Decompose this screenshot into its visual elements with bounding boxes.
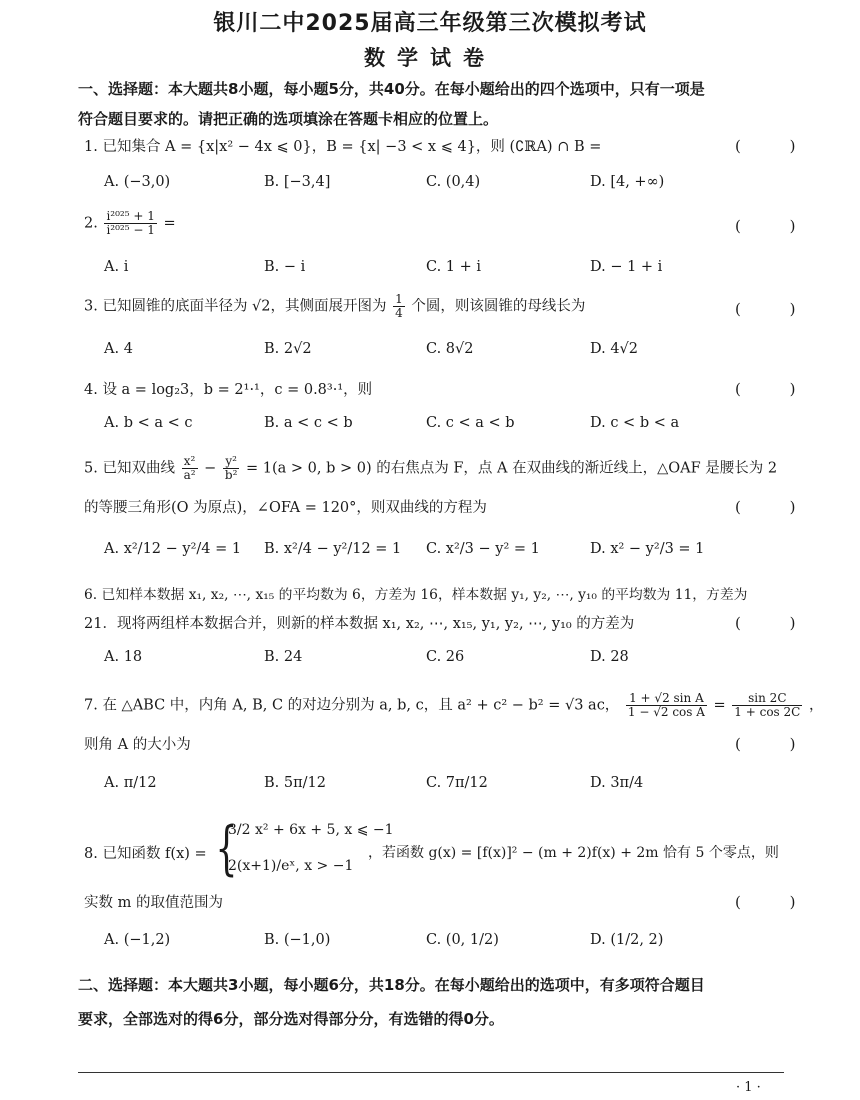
option-a: A. 18 — [104, 649, 143, 665]
question-2-options — [104, 255, 784, 279]
option-c: C. 1 + i — [426, 259, 482, 275]
option-d: D. x² − y²/3 = 1 — [590, 541, 705, 557]
q3-stem-a: 3. 已知圆锥的底面半径为 √2，其侧面展开图为 — [84, 298, 387, 315]
question-5-options — [104, 537, 784, 561]
q3-frac-num: 1 — [395, 292, 403, 306]
question-8-line2: 实数 m 的取值范围为 — [84, 895, 223, 911]
option-c: C. 26 — [426, 649, 465, 665]
option-b: B. 24 — [264, 649, 303, 665]
answer-paren-4: ( ) — [735, 380, 818, 398]
option-b: B. 2√2 — [264, 341, 312, 357]
question-6-line2: 21．现将两组样本数据合并，则新的样本数据 x₁, x₂, ⋯, x₁₅, y₁, y₂, ⋯, y₁₀ 的方差为 — [84, 616, 635, 632]
option-d: D. (1/2, 2) — [590, 932, 664, 948]
q3-frac-den: 4 — [395, 306, 403, 320]
option-c: C. c < a < b — [426, 415, 515, 431]
q2-fraction — [104, 210, 156, 237]
q8-suffix: ，若函数 g(x) = [f(x)]² − (m + 2)f(x) + 2m 恰有 5 个零点，则 — [368, 845, 779, 861]
answer-paren-2: ( ) — [735, 217, 818, 235]
q5-frac-1-num: x² — [182, 455, 198, 469]
section2-instruction — [78, 970, 784, 1034]
question-2-stem — [84, 210, 784, 237]
option-d: D. 4√2 — [590, 341, 639, 357]
question-6-line1: 6. 已知样本数据 x₁, x₂, ⋯, x₁₅ 的平均数为 6，方差为 16，样本数据 y₁, y₂, ⋯, y₁₀ 的平均数为 11，方差为 — [84, 587, 748, 603]
q5-stem-b: = 1(a > 0, b > 0) 的右焦点为 F，点 A 在双曲线的渐近线上，△OAF 是腰长为 2 — [246, 460, 778, 477]
option-a: A. i — [104, 259, 129, 275]
question-5-line2: 的等腰三角形(O 为原点)，∠OFA = 120°，则双曲线的方程为 — [84, 500, 487, 516]
q5-mid: − — [204, 460, 217, 477]
option-a: A. (−1,2) — [104, 932, 171, 948]
question-7-stem — [84, 691, 824, 719]
q5-stem-a: 5. 已知双曲线 — [84, 460, 175, 477]
option-a: A. (−3,0) — [104, 174, 171, 190]
q3-fraction — [393, 293, 405, 320]
option-b: B. x²/4 − y²/12 = 1 — [264, 541, 402, 557]
section2-line2: 要求，全部选对的得6分，部分选对得部分分，有选错的得0分。 — [78, 1010, 504, 1028]
q7-frac-1-num: 1 + √2 sin A — [626, 692, 707, 706]
q5-frac-1 — [182, 455, 198, 482]
option-b: B. − i — [264, 259, 306, 275]
q7-stem-b: ， — [808, 697, 824, 714]
q3-stem-b: 个圆，则该圆锥的母线长为 — [411, 298, 586, 315]
question-6-options — [104, 645, 784, 669]
option-b: B. (−1,0) — [264, 932, 331, 948]
question-1-stem: 1. 已知集合 A = {x|x² − 4x ⩽ 0}，B = {x| −3 < x ⩽ 4}，则 (∁ℝA) ∩ B = — [84, 139, 602, 155]
option-c: C. x²/3 − y² = 1 — [426, 541, 540, 557]
answer-paren-7: ( ) — [735, 735, 818, 753]
section1-line1: 一、选择题：本大题共8小题，每小题5分，共40分。在每小题给出的四个选项中，只有一项是 — [78, 80, 705, 98]
q7-frac-2-den: 1 + cos 2C — [734, 705, 801, 719]
question-4-stem: 4. 设 a = log₂3，b = 2¹·¹，c = 0.8³·¹，则 — [84, 382, 373, 398]
q2-prefix: 2. — [84, 215, 98, 232]
option-c: C. 7π/12 — [426, 775, 488, 791]
q7-stem-a: 7. 在 △ABC 中，内角 A, B, C 的对边分别为 a, b, c，且 a² + c² − b² = √3 ac， — [84, 697, 620, 714]
footer-rule — [78, 1072, 784, 1073]
answer-paren-3: ( ) — [735, 300, 818, 318]
option-b: B. [−3,4] — [264, 174, 331, 190]
page-number: · 1 · — [736, 1080, 761, 1095]
q7-frac-2 — [732, 692, 802, 719]
option-d: D. 28 — [590, 649, 629, 665]
q5-frac-2-den: b² — [224, 468, 238, 482]
q8-piece-1: 3/2 x² + 6x + 5, x ⩽ −1 — [228, 822, 394, 838]
question-1-options — [104, 170, 784, 194]
question-8-options — [104, 928, 784, 952]
exam-title: 银川二中2025届高三年级第三次模拟考试 — [213, 11, 647, 36]
answer-paren-5: ( ) — [735, 498, 818, 516]
q7-frac-1 — [626, 692, 707, 719]
option-a: A. π/12 — [104, 775, 157, 791]
section1-instruction — [78, 74, 784, 134]
q7-frac-2-num: sin 2C — [732, 692, 802, 706]
question-5-stem — [84, 455, 784, 482]
answer-paren-6: ( ) — [735, 614, 818, 632]
question-4-options — [104, 411, 784, 435]
question-7-line2: 则角 A 的大小为 — [84, 737, 191, 753]
option-d: D. − 1 + i — [590, 259, 663, 275]
q2-frac-num: i²⁰²⁵ + 1 — [106, 209, 155, 223]
question-7-options — [104, 771, 784, 795]
option-c: C. 8√2 — [426, 341, 474, 357]
option-b: B. 5π/12 — [264, 775, 326, 791]
q5-frac-2-num: y² — [223, 455, 240, 469]
exam-subtitle: 数学试卷 — [364, 46, 496, 70]
option-a: A. b < a < c — [104, 415, 193, 431]
question-3-options — [104, 337, 784, 361]
option-d: D. 3π/4 — [590, 775, 644, 791]
section2-line1: 二、选择题：本大题共3小题，每小题6分，共18分。在每小题给出的选项中，有多项符合题目 — [78, 976, 705, 994]
section1-line2: 符合题目要求的。请把正确的选项填涂在答题卡相应的位置上。 — [78, 110, 499, 128]
answer-paren-1: ( ) — [735, 137, 818, 155]
q7-frac-1-den: 1 − √2 cos A — [627, 705, 705, 719]
option-b: B. a < c < b — [264, 415, 353, 431]
option-c: C. (0,4) — [426, 174, 481, 190]
q5-frac-2 — [223, 455, 240, 482]
option-c: C. (0, 1/2) — [426, 932, 499, 948]
q8-brace: { — [215, 814, 238, 882]
option-a: A. x²/12 − y²/4 = 1 — [104, 541, 242, 557]
q2-suffix: = — [163, 215, 176, 232]
q7-mid: = — [713, 697, 726, 714]
q2-frac-den: i²⁰²⁵ − 1 — [106, 223, 155, 237]
question-3-stem — [84, 293, 784, 320]
option-a: A. 4 — [104, 341, 133, 357]
option-d: D. c < b < a — [590, 415, 680, 431]
option-d: D. [4, +∞) — [590, 174, 665, 190]
q8-piece-2: 2(x+1)/eˣ, x > −1 — [228, 858, 354, 874]
q8-prefix: 8. 已知函数 f(x) = — [84, 846, 207, 862]
q5-frac-1-den: a² — [183, 468, 196, 482]
answer-paren-8: ( ) — [735, 893, 818, 911]
